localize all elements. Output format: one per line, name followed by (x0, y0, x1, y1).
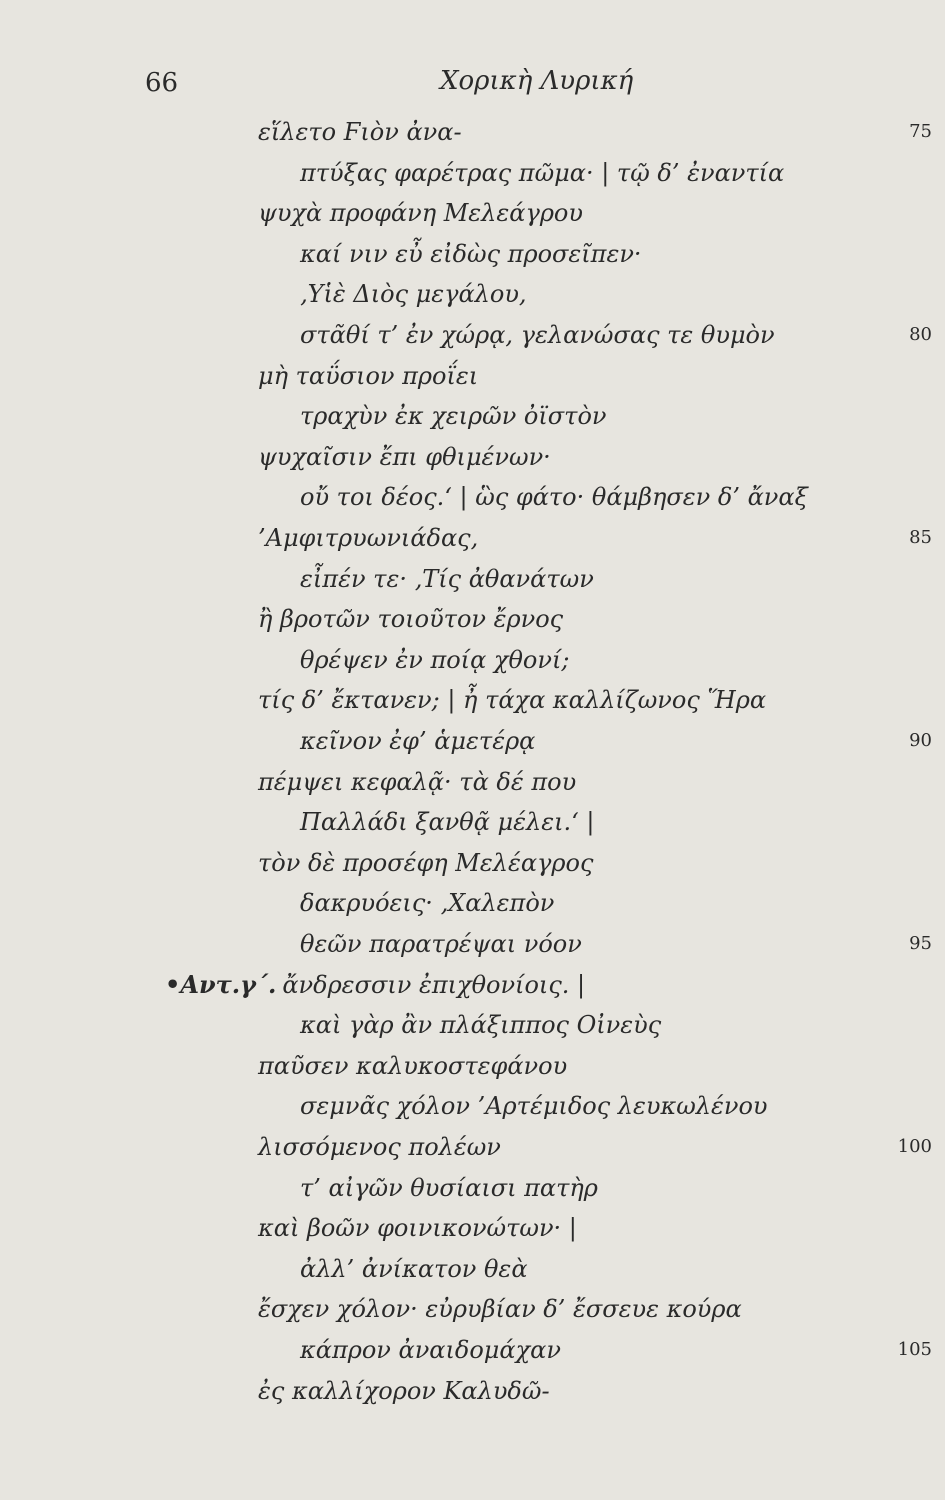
line-number: 80 (909, 324, 932, 345)
verse-text: τίς δ’ ἔκτανεν; | ἦ τάχα καλλίζωνος Ἥρα (258, 686, 767, 715)
verse-text: πέμψει κεφαλᾷ· τὰ δέ που (258, 767, 577, 796)
verse-line (300, 564, 594, 594)
line-number: 85 (909, 527, 932, 548)
verse-line (258, 361, 478, 391)
verse-text: στᾶθί τ’ ἐν χώρᾳ, γελανώσας τε θυμὸν (300, 321, 775, 349)
line-number: 75 (909, 121, 932, 142)
verse-line (258, 523, 478, 553)
verse-text: τὸν δὲ προσέφη Μελέαγρος (258, 848, 594, 877)
verse-line (258, 1213, 577, 1243)
verse-text: καί νιν εὖ εἰδὼς προσεῖπεν· (300, 239, 642, 268)
verse-text: λισσόμενος πολέων (258, 1133, 501, 1161)
page-number: 66 (145, 68, 179, 98)
verse-line (258, 685, 766, 715)
line-number: 90 (909, 730, 932, 751)
verse-line (300, 1173, 598, 1203)
verse-text: ‚Υἱὲ Διὸς μεγάλου, (300, 280, 527, 309)
verse-line (300, 807, 595, 837)
verse-line (258, 1376, 550, 1406)
verse-line (258, 442, 551, 472)
verse-line (300, 645, 569, 675)
verse-line (165, 970, 585, 1000)
verse-text: ἔσχεν χόλον· εὐρυβίαν δ’ ἔσσευε κούρα (258, 1295, 742, 1324)
verse-text: παῦσεν καλυκοστεφάνου (258, 1051, 568, 1080)
verse-line (300, 929, 582, 959)
verse-line (258, 604, 563, 634)
verse-text: Παλλάδι ξανθᾷ μέλει.‘ | (300, 808, 595, 837)
verse-line (300, 726, 535, 756)
verse-text: ἢ βροτῶν τοιοῦτον ἔρνος (258, 605, 564, 634)
verse-line (258, 767, 576, 797)
verse-text: καὶ βοῶν φοινικονώτων· | (258, 1214, 577, 1243)
verse-line (258, 117, 462, 147)
verse-line (258, 1132, 501, 1162)
verse-text: ’Αμφιτρυωνιάδας, (258, 524, 479, 552)
verse-line (258, 848, 593, 878)
verse-line (300, 1335, 561, 1365)
verse-line (300, 239, 642, 269)
verse-text: ἀλλ’ ἀνίκατον θεὰ (300, 1254, 528, 1283)
verse-line (258, 1294, 742, 1324)
verse-text: εἶπέν τε· ‚Τίς ἀθανάτων (300, 564, 594, 593)
verse-text: θεῶν παρατρέψαι νόον (300, 930, 582, 958)
verse-line (300, 401, 606, 431)
verse-line (300, 158, 784, 188)
verse-line (300, 1010, 661, 1040)
verse-text: καὶ γὰρ ἂν πλάξιππος Οἰνεὺς (300, 1011, 662, 1040)
verse-line (300, 482, 808, 512)
verse-line (300, 279, 527, 309)
verse-text: ψυχὰ προφάνη Μελεάγρου (258, 199, 583, 228)
verse-line (258, 1051, 567, 1081)
verse-text: πτύξας φαρέτρας πῶμα· | τῷ δ’ ἐναντία (300, 158, 785, 187)
verse-line (258, 198, 583, 228)
verse-text: σεμνᾶς χόλον ’Αρτέμιδος λευκωλένου (300, 1092, 768, 1121)
verse-line (300, 320, 775, 350)
verse-text: εἵλετο Ϝιὸν ἀνα- (258, 118, 462, 146)
verse-text: μὴ ταΰσιον προΐει (258, 361, 479, 390)
verse-text: οὔ τοι δέος.‘ | ὣς φάτο· θάμβησεν δ’ ἄναξ (300, 483, 808, 512)
line-number: 95 (909, 933, 932, 954)
running-title: Χορικὴ Λυρική (440, 66, 634, 96)
strophe-marker: •Αντ.γ΄. (165, 969, 277, 999)
verse-text: κάπρον ἀναιδομάχαν (300, 1336, 561, 1364)
verse-text: δακρυόεις· ‚Χαλεπὸν (300, 889, 555, 918)
verse-line (300, 1254, 528, 1284)
verse-text: κεῖνον ἐφ’ ἁμετέρᾳ (300, 727, 536, 755)
verse-text: ἄνδρεσσιν ἐπιχθονίοις. | (282, 970, 586, 999)
verse-text: τ’ αἰγῶν θυσίαισι πατὴρ (300, 1173, 598, 1202)
verse-text: ἐς καλλίχορον Καλυδῶ- (258, 1376, 550, 1405)
verse-line (300, 888, 554, 918)
verse-text: τραχὺν ἐκ χειρῶν ὀϊστὸν (300, 402, 607, 431)
verse-line (300, 1091, 768, 1121)
verse-text: θρέψεν ἐν ποίᾳ χθονί; (300, 645, 570, 674)
verse-text: ψυχαῖσιν ἔπι φθιμένων· (258, 442, 551, 471)
line-number: 105 (897, 1339, 932, 1360)
line-number: 100 (897, 1136, 932, 1157)
